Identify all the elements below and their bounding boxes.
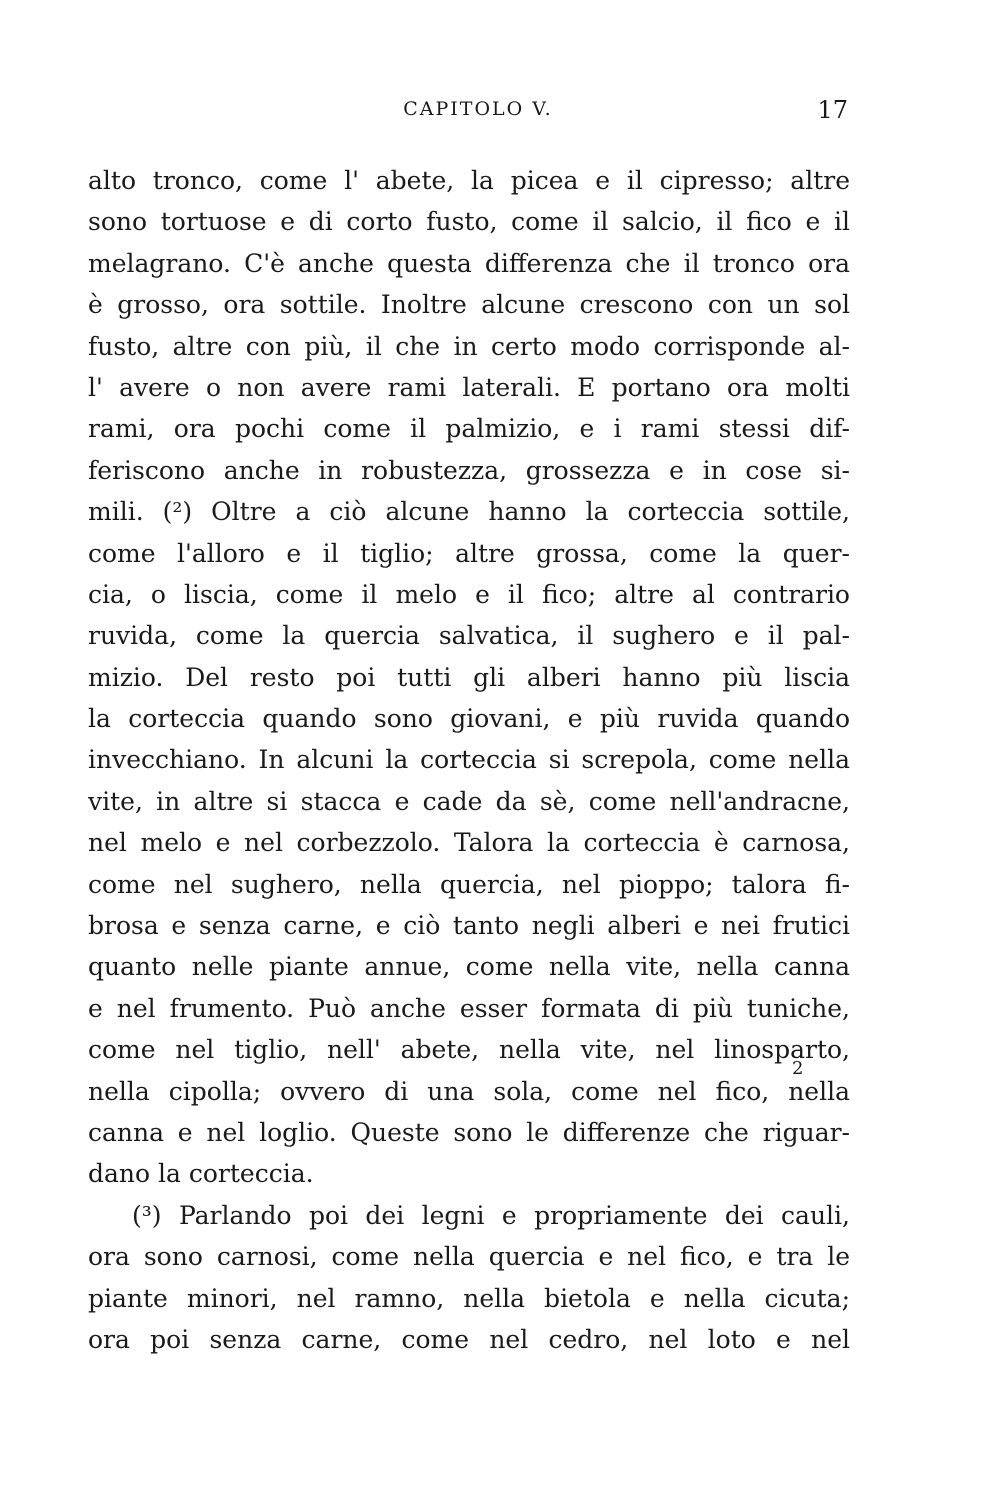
text-line: sono tortuose e di corto fusto, come il salcio, il fico e il [88,207,850,237]
text-line: nel melo e nel corbezzolo. Talora la corteccia è carnosa, [88,828,850,858]
text-line: quanto nelle piante annue, come nella vite, nella canna [88,952,850,982]
text-line: è grosso, ora sottile. Inoltre alcune crescono con un sol [88,290,850,320]
text-line: nella cipolla; ovvero di una sola, come nel fico, nella [88,1076,850,1106]
text-line: fusto, altre con più, il che in certo modo corrisponde al- [88,331,850,361]
text-line: piante minori, nel ramno, nella bietola e nella cicuta; [88,1283,850,1313]
text-line: canna e nel loglio. Queste sono le differenze che riguar- [88,1117,850,1147]
body-text [88,160,850,1360]
chapter-title: CAPITOLO V. [403,98,553,120]
text-line: alto tronco, come l' abete, la picea e il cipresso; altre [88,166,850,195]
text-line: ruvida, come la quercia salvatica, il sughero e il pal- [88,621,850,651]
text-line: invecchiano. In alcuni la corteccia si screpola, come nella [88,745,850,775]
text-line: l' avere o non avere rami laterali. E portano ora molti [88,372,850,402]
text-line: e nel frumento. Può anche esser formata di più tuniche, [88,993,850,1023]
text-line: ora poi senza carne, come nel cedro, nel loto e nel [88,1324,850,1354]
text-line: come nel sughero, nella quercia, nel pioppo; talora fi- [88,869,850,899]
text-line: mili. (²) Oltre a ciò alcune hanno la corteccia sottile, [88,497,850,527]
signature-mark: 2 [792,1058,804,1079]
text-line: mizio. Del resto poi tutti gli alberi hanno più liscia [88,662,850,692]
text-line: ora sono carnosi, come nella quercia e nel fico, e tra le [88,1242,850,1272]
text-line: come l'alloro e il tiglio; altre grossa, come la quer- [88,538,850,568]
text-line: feriscono anche in robustezza, grossezza e in cose si- [88,455,850,485]
text-line: melagrano. C'è anche questa differenza che il tronco ora [88,248,850,278]
text-line: dano la corteccia. [88,1159,314,1189]
text-line: la corteccia quando sono giovani, e più ruvida quando [88,704,850,734]
running-head [88,98,848,128]
page-number: 17 [817,96,848,124]
text-line: rami, ora pochi come il palmizio, e i rami stessi dif- [88,414,850,444]
text-line: brosa e senza carne, e ciò tanto negli alberi e nei frutici [88,911,850,941]
text-line: vite, in altre si stacca e cade da sè, come nell'andracne, [88,786,850,816]
text-line: come nel tiglio, nell' abete, nella vite, nel linosparto, [88,1035,850,1065]
text-line: (³) Parlando poi dei legni e propriamente dei cauli, [132,1200,850,1230]
text-line: cia, o liscia, come il melo e il fico; altre al contrario [88,579,850,609]
